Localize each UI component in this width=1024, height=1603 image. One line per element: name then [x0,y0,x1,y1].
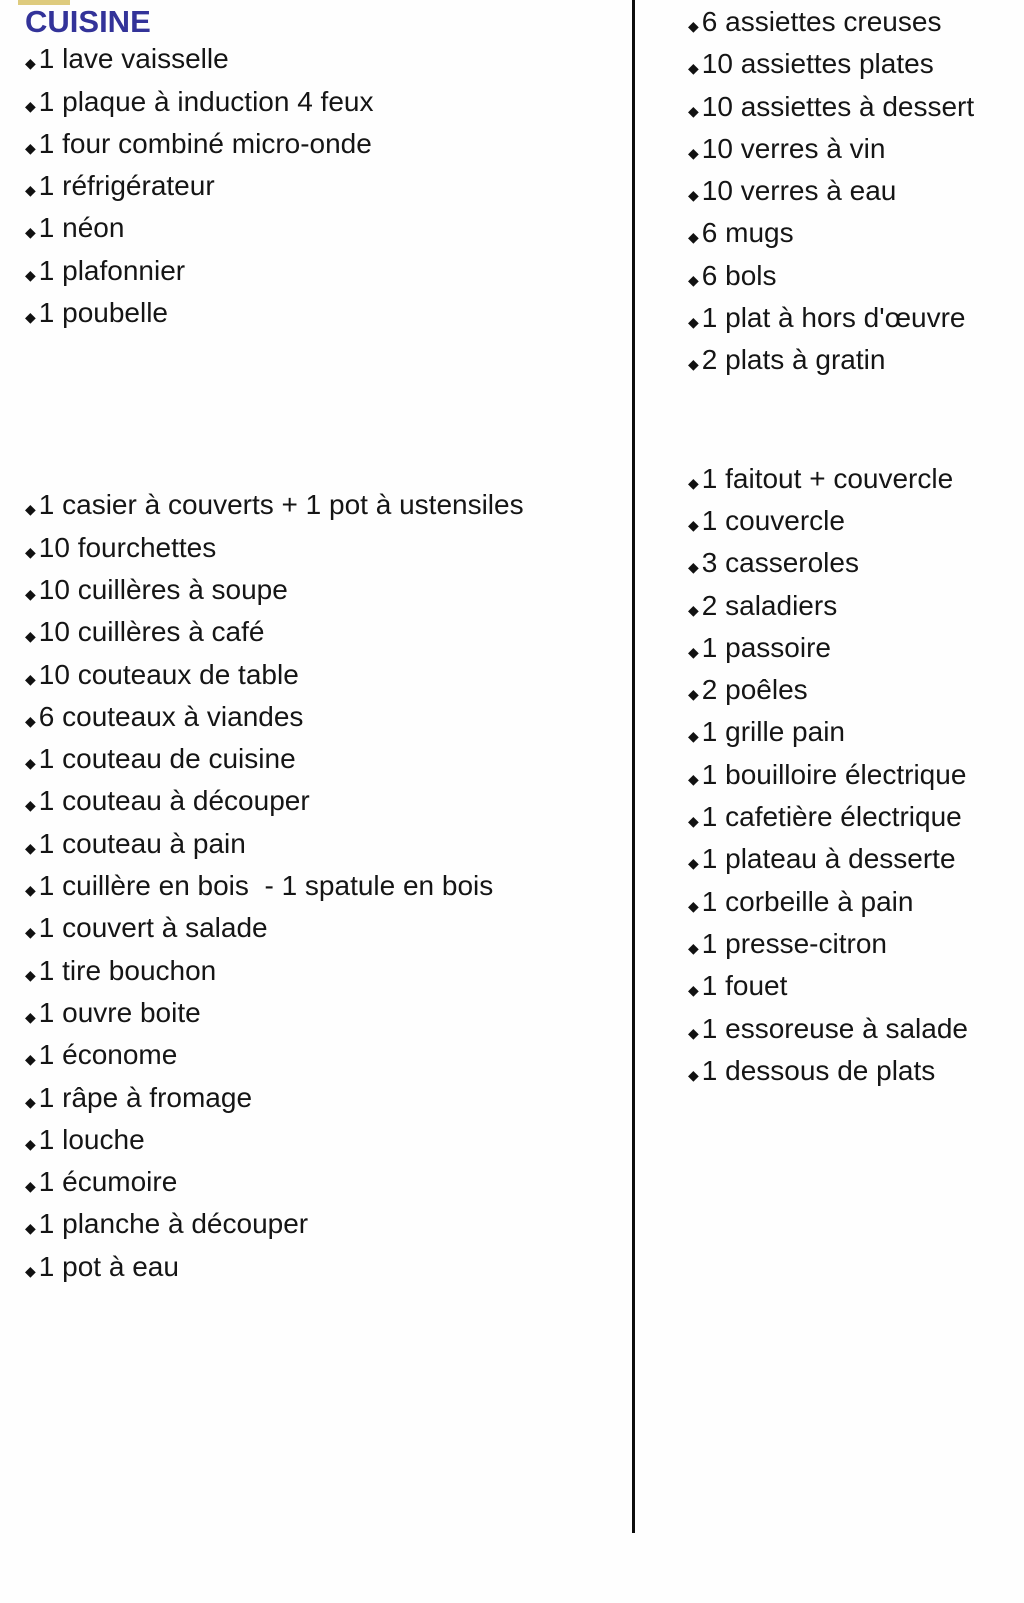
diamond-bullet-icon: ◆ [688,982,699,999]
item-text: 1 réfrigérateur [38,170,215,202]
diamond-bullet-icon: ◆ [25,1093,36,1110]
diamond-bullet-icon: ◆ [688,516,699,533]
item-text: 10 cuillères à soupe [38,573,288,605]
list-item [688,840,1022,882]
diamond-bullet-icon: ◆ [25,628,36,645]
diamond-bullet-icon: ◆ [25,97,36,114]
list-item [25,952,625,994]
diamond-bullet-icon: ◆ [688,643,699,660]
diamond-bullet-icon: ◆ [25,924,36,941]
item-text: 3 casseroles [701,547,859,579]
list-item [688,214,1022,256]
list-item [688,299,1022,341]
list-item [25,698,625,740]
diamond-bullet-icon: ◆ [25,797,36,814]
diamond-bullet-icon: ◆ [25,966,36,983]
item-text: 6 couteaux à viandes [38,700,304,732]
list-item [25,40,625,82]
item-text: 1 faitout + couvercle [701,462,954,494]
list-item [25,1036,625,1078]
diamond-bullet-icon: ◆ [688,144,699,161]
item-text: 1 tire bouchon [38,954,217,986]
list-item [25,613,625,655]
item-text: 1 écumoire [38,1166,178,1198]
right-column [688,3,1022,1094]
diamond-bullet-icon: ◆ [25,670,36,687]
diamond-bullet-icon: ◆ [25,501,36,518]
item-text: 1 économe [38,1039,178,1071]
diamond-bullet-icon: ◆ [25,266,36,283]
item-text: 2 poêles [701,674,808,706]
diamond-bullet-icon: ◆ [688,728,699,745]
list-item [688,798,1022,840]
list-item [688,713,1022,755]
diamond-bullet-icon: ◆ [25,139,36,156]
list-item [25,867,625,909]
list-item [25,1205,625,1247]
list-item [25,825,625,867]
list-item [25,1163,625,1205]
list-item [688,1010,1022,1052]
item-text: 1 couvert à salade [38,912,268,944]
item-text: 1 cuillère en bois - 1 spatule en bois [38,870,494,902]
diamond-bullet-icon: ◆ [688,813,699,830]
diamond-bullet-icon: ◆ [688,686,699,703]
diamond-bullet-icon: ◆ [688,229,699,246]
item-text: 1 fouet [701,970,788,1002]
item-text: 1 four combiné micro-onde [38,127,372,159]
item-text: 1 lave vaisselle [38,43,229,75]
diamond-bullet-icon: ◆ [25,543,36,560]
list-item [25,252,625,294]
list-item [688,967,1022,1009]
list-item [688,341,1022,383]
item-text: 2 saladiers [701,589,838,621]
list-item [688,925,1022,967]
item-text: 1 râpe à fromage [38,1081,253,1113]
list-item [25,529,625,571]
diamond-bullet-icon: ◆ [25,585,36,602]
item-text: 1 louche [38,1123,145,1155]
list-item [688,257,1022,299]
item-text: 10 couteaux de table [38,658,299,690]
item-text: 1 corbeille à pain [701,885,914,917]
diamond-bullet-icon: ◆ [25,839,36,856]
list-item [25,994,625,1036]
diamond-bullet-icon: ◆ [688,770,699,787]
item-text: 1 couteau à pain [38,827,246,859]
list-item [25,740,625,782]
list-item [25,1079,625,1121]
item-text: 1 couteau de cuisine [38,743,296,775]
diamond-bullet-icon: ◆ [688,187,699,204]
item-text: 10 assiettes à dessert [701,90,975,122]
diamond-bullet-icon: ◆ [688,314,699,331]
diamond-bullet-icon: ◆ [688,1066,699,1083]
diamond-bullet-icon: ◆ [25,1178,36,1195]
list-item [688,460,1022,502]
item-text: 1 passoire [701,631,831,663]
diamond-bullet-icon: ◆ [25,712,36,729]
item-text: 1 bouilloire électrique [701,758,967,790]
item-text: 1 couvercle [701,504,845,536]
list-item [688,88,1022,130]
diamond-bullet-icon: ◆ [25,755,36,772]
diamond-bullet-icon: ◆ [688,559,699,576]
item-text: 1 ouvre boite [38,996,201,1028]
block-gap [25,336,625,486]
item-text: 1 plaque à induction 4 feux [38,85,374,117]
list-item [688,130,1022,172]
item-text: 1 grille pain [701,716,845,748]
item-text: 1 planche à découper [38,1208,309,1240]
left-column [25,3,625,1290]
diamond-bullet-icon: ◆ [25,1135,36,1152]
list-item [688,587,1022,629]
item-text: 6 bols [701,259,777,291]
list-item [688,1052,1022,1094]
column-divider-line [632,0,635,1533]
list-item [25,1248,625,1290]
item-text: 10 cuillères à café [38,616,265,648]
item-text: 10 verres à vin [701,132,886,164]
item-text: 1 presse-citron [701,927,887,959]
list-item [688,671,1022,713]
list-item [688,544,1022,586]
item-text: 1 plafonnier [38,254,186,286]
list-item [688,45,1022,87]
page-title: CUISINE [25,4,151,39]
item-text: 1 dessous de plats [701,1054,936,1086]
list-item [25,294,625,336]
diamond-bullet-icon: ◆ [25,1262,36,1279]
list-item [25,486,625,528]
list-item [25,209,625,251]
list-item [688,883,1022,925]
item-text: 1 plat à hors d'œuvre [701,302,966,334]
list-item [25,167,625,209]
item-text: 1 plateau à desserte [701,843,956,875]
diamond-bullet-icon: ◆ [688,601,699,618]
diamond-bullet-icon: ◆ [25,182,36,199]
diamond-bullet-icon: ◆ [25,1220,36,1237]
diamond-bullet-icon: ◆ [688,1024,699,1041]
diamond-bullet-icon: ◆ [688,939,699,956]
item-text: 10 assiettes plates [701,48,934,80]
list-item [25,1121,625,1163]
item-text: 1 couteau à découper [38,785,310,817]
item-text: 1 poubelle [38,297,169,329]
list-item [25,782,625,824]
item-text: 6 mugs [701,217,794,249]
diamond-bullet-icon: ◆ [25,309,36,326]
diamond-bullet-icon: ◆ [688,102,699,119]
item-text: 6 assiettes creuses [701,6,942,37]
item-text: 1 pot à eau [38,1250,179,1282]
list-item [688,172,1022,214]
list-item [688,502,1022,544]
item-text: 1 casier à couverts + 1 pot à ustensiles [38,489,524,521]
diamond-bullet-icon: ◆ [25,1051,36,1068]
item-text: 1 cafetière électrique [701,801,962,833]
list-item [688,3,1022,45]
item-text: 1 essoreuse à salade [701,1012,968,1044]
item-text: 10 verres à eau [701,175,897,207]
diamond-bullet-icon: ◆ [25,882,36,899]
item-text: 2 plats à gratin [701,344,886,376]
list-item [25,125,625,167]
item-text: 1 néon [38,212,125,244]
list-item [25,571,625,613]
item-text: 10 fourchettes [38,531,217,563]
list-item [25,656,625,698]
diamond-bullet-icon: ◆ [688,897,699,914]
diamond-bullet-icon: ◆ [25,55,36,72]
diamond-bullet-icon: ◆ [688,855,699,872]
diamond-bullet-icon: ◆ [688,18,699,34]
diamond-bullet-icon: ◆ [688,474,699,491]
list-item [688,629,1022,671]
diamond-bullet-icon: ◆ [688,271,699,288]
list-item [25,83,625,125]
list-item [25,909,625,951]
diamond-bullet-icon: ◆ [25,1008,36,1025]
diamond-bullet-icon: ◆ [25,224,36,241]
list-item [688,756,1022,798]
block-gap [688,384,1022,460]
diamond-bullet-icon: ◆ [688,60,699,77]
diamond-bullet-icon: ◆ [688,356,699,373]
